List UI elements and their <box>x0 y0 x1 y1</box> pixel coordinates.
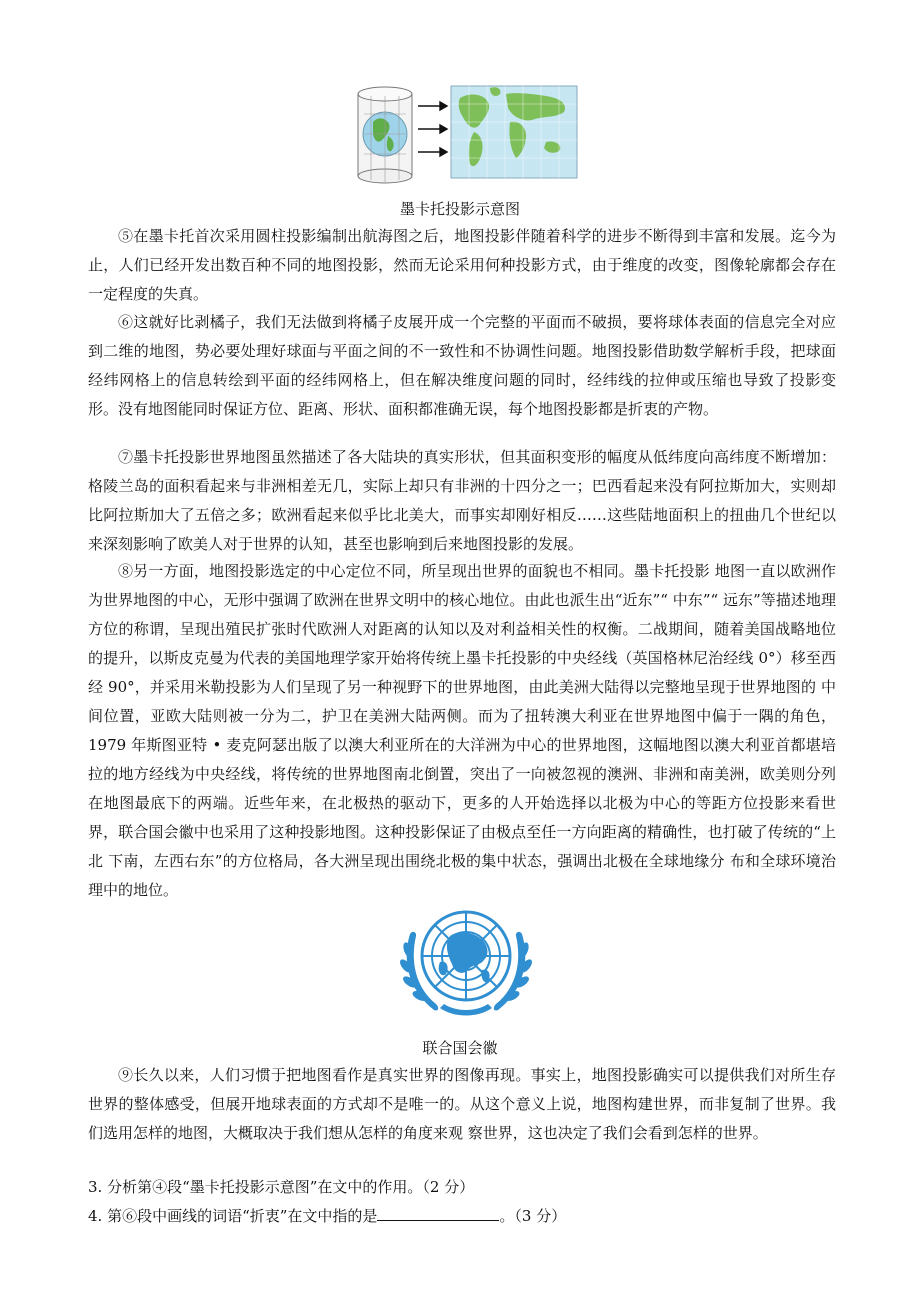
question-4-score: 。（3 分） <box>499 1207 567 1225</box>
cylinder-globe-illustration <box>358 87 412 183</box>
paragraph-5: ⑤在墨卡托首次采用圆柱投影编制出航海图之后，地图投影伴随着科学的进步不断得到丰富和发展。迄今为止，人们已经开发出数百种不同的地图投影，然而无论采用何种投影方式，由于维度的改变，图像轮廓都会存在一定程度的失真。 <box>88 227 836 303</box>
figure-caption-un-emblem: 联合国会徽 <box>422 1039 498 1057</box>
paragraph-6: ⑥这就好比剥橘子，我们无法做到将橘子皮展开成一个完整的平面而不破损，要将球体表面的信息完全对应到二维的地图，势必要处理好球面与平面之间的不一致性和不协调性问题。地图投影借助数学解析手段，把球面经纬网格上的信息转绘到平面的经纬网格上，但在解决维度问题的同时，经纬线的拉伸或压缩也导致了投影变形。没有地图能同时保证方位、距离、形状、面积都准确无误，每个地图投影都是折衷的产物。 <box>88 313 836 418</box>
question-3: 3. 分析第④段“墨卡托投影示意图”在文中的作用。（2 分） <box>88 1178 475 1196</box>
flat-world-map <box>451 86 577 178</box>
question-4 <box>88 1204 566 1228</box>
paragraph-7: ⑦墨卡托投影世界地图虽然描述了各大陆块的真实形状，但其面积变形的幅度从低纬度向高纬度不断增加：格陵兰岛的面积看起来与非洲相差无几，实际上却只有非洲的十四分之一；巴西看起来没有阿拉斯加大，实则却比阿拉斯加大了五倍之多；欧洲看起来似乎比北美大，而事实却刚好相反……这些陆地面积上的扭曲几个世纪以来深刻影响了欧美人对于世界的认知，甚至也影响到后来地图投影的发展。 <box>88 448 836 553</box>
mercator-projection-figure <box>356 84 580 184</box>
figure-caption-mercator: 墨卡托投影示意图 <box>399 200 520 218</box>
projection-arrows <box>418 102 447 156</box>
paragraph-8: ⑧另一方面，地图投影选定的中心定位不同，所呈现出世界的面貌也不相同。墨卡托投影 地图一直以欧洲作为世界地图的中心，无形中强调了欧洲在世界文明中的核心地位。由此也派生出“近东”“ 中东”“ 远东”等描述地理方位的称谓，呈现出殖民扩张时代欧洲人对距离的认知以及对利益相关性的权衡。二战期间，随着美国战略地位的提升，以斯皮克曼为代表的美国地理学家开始将传统上墨卡托投影的中央经线（英国格林尼治经线 0°）移至西经 90°，并采用米勒投影为人们呈现了另一种视野下的世界地图，由此美洲大陆得以完整地呈现于世界地图的 中间位置，亚欧大陆则被一分为二，护卫在美洲大陆两侧。而为了扭转澳大利亚在世界地图中偏于一隅的角色，1979 年斯图亚特 • 麦克阿瑟出版了以澳大利亚所在的大洋洲为中心的世界地图，这幅地图以澳大利亚首都堪培拉的地方经线为中央经线，将传统的世界地图南北倒置，突出了一向被忽视的澳洲、非洲和南美洲，欧美则分列在地图最底下的两端。近些年来，在北极热的驱动下，更多的人开始选择以北极为中心的等距方位投影来看世界，联合国会徽中也采用了这种投影地图。这种投影保证了由极点至任一方向距离的精确性，也打破了传统的“上北 下南，左西右东”的方位格局，各大洲呈现出围绕北极的集中状态，强调出北极在全球地缘分 布和全球环境治理中的地位。 <box>88 562 836 899</box>
question-4-text: 4. 第⑥段中画线的词语“折衷”在文中指的是 <box>88 1207 378 1225</box>
un-emblem-figure <box>400 904 532 1022</box>
paragraph-9: ⑨长久以来，人们习惯于把地图看作是真实世界的图像再现。事实上，地图投影确实可以提供我们对所生存世界的整体感受，但展开地球表面的方式却不是唯一的。从这个意义上说，地图构建世界，而非复制了世界。我们选用怎样的地图，大概取决于我们想从怎样的角度来观 察世界，这也决定了我们会看到怎样的世界。 <box>88 1066 836 1142</box>
un-emblem-globe <box>422 912 510 1000</box>
answer-blank[interactable] <box>377 1206 499 1221</box>
